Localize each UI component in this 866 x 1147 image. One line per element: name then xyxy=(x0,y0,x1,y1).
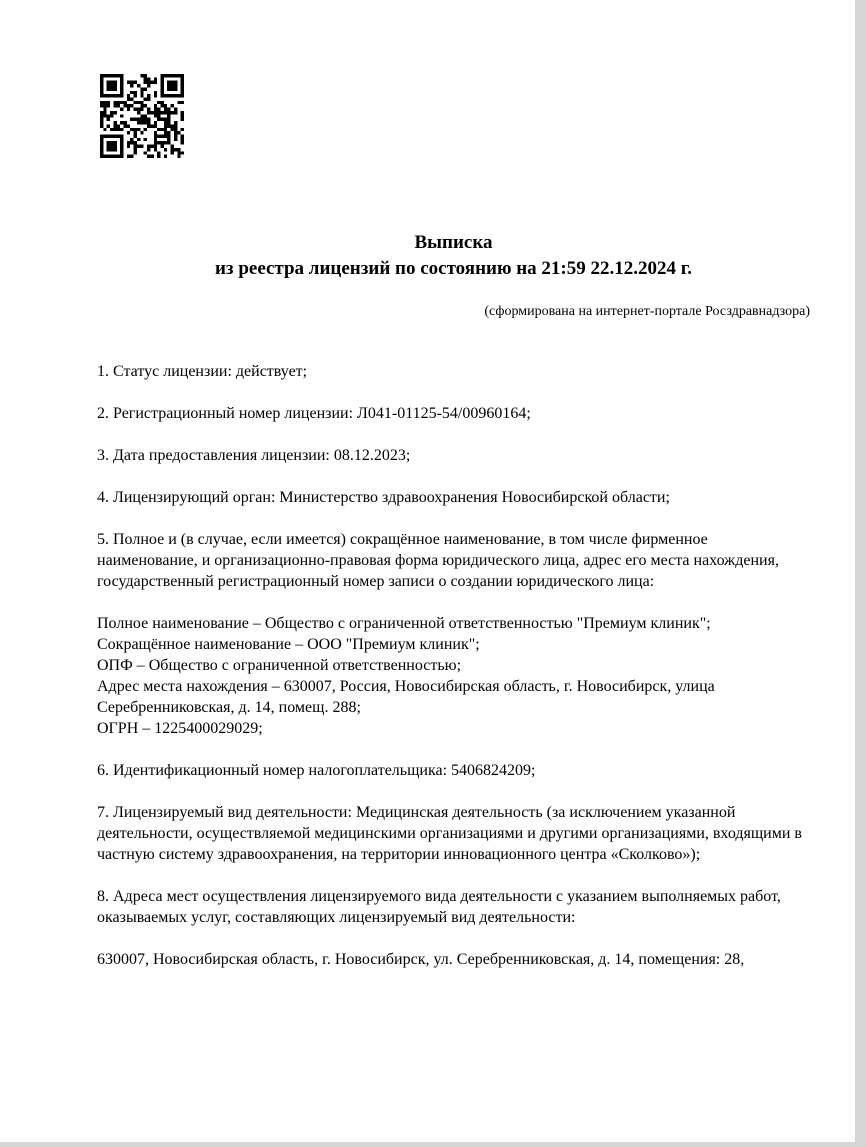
paragraph-org-intro: 5. Полное и (в случае, если имеется) сокращённое наименование, в том числе фирменное наименование, и организационно-правовая форма юридического лица, адрес его места нахождения, государственный регистрационный номер записи о создании юридического лица: xyxy=(97,531,779,590)
paragraph-grant-date: 3. Дата предоставления лицензии: 08.12.2023; xyxy=(97,447,411,464)
paragraph-activity-addresses-intro: 8. Адреса мест осуществления лицензируемого вида деятельности с указанием выполняемых работ, оказываемых услуг, составляющих лицензируемый вид деятельности: xyxy=(97,888,781,926)
paragraph-license-status: 1. Статус лицензии: действует; xyxy=(97,363,308,380)
paragraph-licensed-activity: 7. Лицензируемый вид деятельности: Медицинская деятельность (за исключением указанной деятельности, осуществляемой медицинскими организациями и другими организациями, входящими в частную систему здравоохранения, на территории инновационного центра «Сколково»); xyxy=(97,804,802,863)
viewer-gutter-bottom xyxy=(0,1142,866,1147)
document-title xyxy=(97,230,810,282)
org-full-name: Полное наименование – Общество с ограниченной ответственностью "Премиум клиник"; xyxy=(97,615,711,632)
paragraph-licensing-authority: 4. Лицензирующий орган: Министерство здравоохранения Новосибирской области; xyxy=(97,489,670,506)
title-line-1: Выписка xyxy=(414,232,493,253)
org-short-name: Сокращённое наименование – ООО "Премиум клиник"; xyxy=(97,636,480,653)
document-subtitle: (сформирована на интернет-портале Росздравнадзора) xyxy=(484,304,810,319)
activity-address: 630007, Новосибирская область, г. Новосибирск, ул. Серебренниковская, д. 14, помещения: 28, xyxy=(97,951,745,968)
viewer-gutter-right xyxy=(855,0,866,1147)
paragraph-inn: 6. Идентификационный номер налогоплательщика: 5406824209; xyxy=(97,762,536,779)
qr-code-icon xyxy=(100,74,184,158)
org-legal-form: ОПФ – Общество с ограниченной ответственностью; xyxy=(97,657,462,674)
paragraph-registration-number: 2. Регистрационный номер лицензии: Л041-01125-54/00960164; xyxy=(97,405,531,422)
org-ogrn: ОГРН – 1225400029029; xyxy=(97,720,263,737)
org-details-block xyxy=(97,613,810,739)
title-line-2: из реестра лицензий по состоянию на 21:59 22.12.2024 г. xyxy=(214,258,692,279)
document-body xyxy=(97,361,810,970)
org-address: Адрес места нахождения – 630007, Россия, Новосибирская область, г. Новосибирск, улица Серебренниковская, д. 14, помещ. 288; xyxy=(97,678,715,716)
